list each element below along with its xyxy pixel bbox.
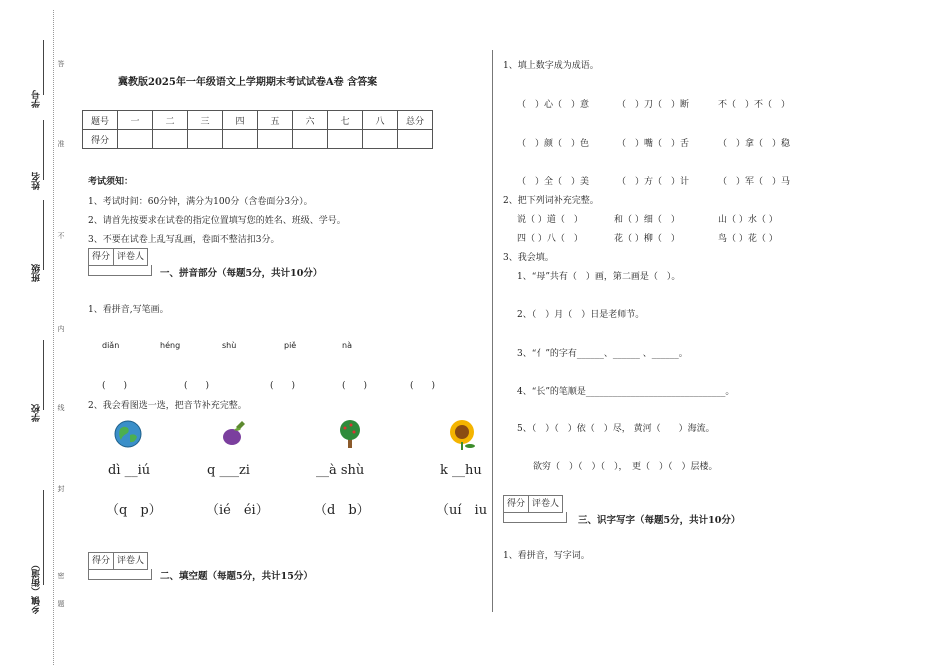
- section3-title: 三、识字写字（每题5分，共计10分）: [578, 515, 741, 526]
- score-input-cell[interactable]: [293, 130, 328, 149]
- grader-reviewer-label: 评卷人: [117, 556, 145, 566]
- binding-dotted-line: [53, 10, 54, 665]
- margin-seal-char: 不: [57, 232, 65, 239]
- grader-reviewer-label: 评卷人: [532, 499, 560, 509]
- notes-item: 1、考试时间：60分钟，满分为100分（含卷面分3分）。: [88, 197, 313, 207]
- notes-item: 2、请首先按要求在试卷的指定位置填写您的姓名、班级、学号。: [88, 216, 346, 226]
- margin-seal-char: 封: [57, 485, 65, 492]
- score-input-cell[interactable]: [188, 130, 223, 149]
- fill-item: 4、“长”的笔顺是_______________________________。: [517, 387, 735, 397]
- pinyin-item: piě: [284, 341, 297, 350]
- syllable-item: q ___zi: [207, 463, 250, 478]
- margin-label-name: 姓名: [32, 172, 42, 190]
- right-q1: 1、填上数字成为成语。: [503, 61, 599, 71]
- score-table-cell: 二: [153, 111, 188, 130]
- grader-score-label: 得分: [89, 553, 114, 569]
- score-input-cell[interactable]: [153, 130, 188, 149]
- idiom-item: （ ）方（ ）计: [617, 177, 690, 187]
- score-table-cell: 题号: [83, 111, 118, 130]
- pinyin-item: diǎn: [102, 341, 120, 350]
- syllable-item: k __hu: [440, 463, 482, 478]
- score-table-cell: 五: [258, 111, 293, 130]
- fill-item: 3、“亻”的字有______、______ 、______。: [517, 349, 688, 359]
- margin-line: [43, 120, 44, 180]
- word-item: 花（ ）柳（ ）: [614, 234, 680, 244]
- fill-item: 5、（ ）（ ）依（ ）尽， 黄河（ ）海流。: [517, 424, 715, 434]
- exam-title: 冀教版2025年一年级语文上学期期末考试试卷A卷 含答案: [118, 77, 378, 88]
- fill-item: 欲穷（ ）（ ）（ ）， 更（ ）（ ）层楼。: [533, 462, 718, 472]
- word-item: 说（ ）道（ ）: [517, 215, 583, 225]
- margin-label-student-id: 学号: [32, 90, 42, 108]
- globe-icon: [114, 420, 142, 448]
- score-table-cell: 六: [293, 111, 328, 130]
- answer-paren[interactable]: ( ): [342, 381, 368, 391]
- score-input-cell[interactable]: [363, 130, 398, 149]
- section3-q1: 1、看拼音，写字词。: [503, 551, 590, 561]
- idiom-item: （ ）全（ ）美: [517, 177, 590, 187]
- section1-title: 一、拼音部分（每题5分，共计10分）: [160, 268, 323, 279]
- grader-box-lower: [503, 512, 567, 523]
- grader-box: [88, 248, 148, 266]
- idiom-item: （ ）心（ ）意: [517, 100, 590, 110]
- margin-seal-char: 准: [57, 140, 65, 147]
- grader-score-label: 得分: [89, 249, 114, 265]
- grader-box: [88, 552, 148, 570]
- score-table-cell: 总分: [398, 111, 433, 130]
- margin-seal-char: 内: [57, 325, 65, 332]
- idiom-item: （ ）刀（ ）断: [617, 100, 690, 110]
- idiom-item: 不（ ）不（ ）: [718, 100, 791, 110]
- margin-line: [43, 40, 44, 95]
- score-table-score-row: [83, 130, 433, 149]
- score-input-cell[interactable]: [223, 130, 258, 149]
- score-table-cell: 七: [328, 111, 363, 130]
- margin-label-school: 学校: [32, 404, 42, 422]
- answer-paren[interactable]: ( ): [410, 381, 436, 391]
- score-table-cell: 一: [118, 111, 153, 130]
- word-item: 四（ ）八（ ）: [517, 234, 583, 244]
- right-q2: 2、把下列词补充完整。: [503, 196, 599, 206]
- tree-icon: [336, 418, 364, 450]
- grader-box-lower: [88, 569, 152, 580]
- notes-heading: 考试须知：: [88, 177, 134, 187]
- syllable-item: dì __iú: [108, 463, 151, 478]
- margin-label-township: 乡镇（街道）: [32, 560, 42, 614]
- score-input-cell[interactable]: [258, 130, 293, 149]
- idiom-item: （ ）颜（ ）色: [517, 139, 590, 149]
- syllable-item: __à shù: [316, 463, 365, 478]
- score-table: [82, 110, 433, 149]
- section1-q2: 2、我会看图选一选，把音节补充完整。: [88, 401, 247, 411]
- word-item: 鸟（ ）花（ ）: [718, 234, 778, 244]
- choice-item[interactable]: （d b）: [314, 503, 370, 518]
- idiom-item: （ ）拿（ ）稳: [718, 139, 791, 149]
- grader-box-lower: [88, 265, 152, 276]
- fill-item: 1、“母”共有（ ）画，第二画是（ ）。: [517, 272, 681, 282]
- choice-item[interactable]: （uí iu: [436, 503, 488, 518]
- margin-seal-char: 答: [57, 60, 65, 67]
- margin-line: [43, 340, 44, 410]
- idiom-item: （ ）军（ ）马: [718, 177, 791, 187]
- section2-title: 二、填空题（每题5分，共计15分）: [160, 571, 313, 582]
- score-input-cell[interactable]: [118, 130, 153, 149]
- right-q3: 3、我会填。: [503, 253, 554, 263]
- score-table-cell: 八: [363, 111, 398, 130]
- score-table-cell: 四: [223, 111, 258, 130]
- eggplant-icon: [220, 418, 248, 448]
- notes-item: 3、不要在试卷上乱写乱画，卷面不整洁扣3分。: [88, 235, 280, 245]
- grader-box: [503, 495, 563, 513]
- column-divider: [492, 50, 493, 612]
- grader-reviewer-label: 评卷人: [117, 252, 145, 262]
- section1-q1: 1、看拼音,写笔画。: [88, 305, 169, 315]
- choice-item[interactable]: （q p）: [106, 503, 162, 518]
- margin-line: [43, 490, 44, 585]
- idiom-item: （ ）嘴（ ）舌: [617, 139, 690, 149]
- margin-line: [43, 200, 44, 270]
- answer-paren[interactable]: ( ): [184, 381, 210, 391]
- grader-score-label: 得分: [504, 496, 529, 512]
- fill-item: 2、（ ）月（ ）日是老师节。: [517, 310, 645, 320]
- pinyin-item: shù: [222, 341, 237, 350]
- word-item: 山（ ）水（ ）: [718, 215, 778, 225]
- word-item: 和（ ）细（ ）: [614, 215, 680, 225]
- margin-seal-char: 密: [57, 572, 65, 579]
- margin-label-class: 班级: [32, 264, 42, 282]
- margin-seal-char: 线: [57, 404, 65, 411]
- score-table-header-row: [83, 111, 433, 130]
- score-input-cell[interactable]: [398, 130, 433, 149]
- score-table-cell: 三: [188, 111, 223, 130]
- pinyin-item: héng: [160, 341, 181, 350]
- pinyin-item: nà: [342, 341, 352, 350]
- answer-paren[interactable]: ( ): [102, 381, 128, 391]
- score-table-cell: 得分: [83, 130, 118, 149]
- answer-paren[interactable]: ( ): [270, 381, 296, 391]
- sunflower-icon: [444, 418, 480, 450]
- choice-item[interactable]: （ié éi）: [206, 503, 269, 518]
- score-input-cell[interactable]: [328, 130, 363, 149]
- margin-seal-char: 题: [57, 600, 65, 607]
